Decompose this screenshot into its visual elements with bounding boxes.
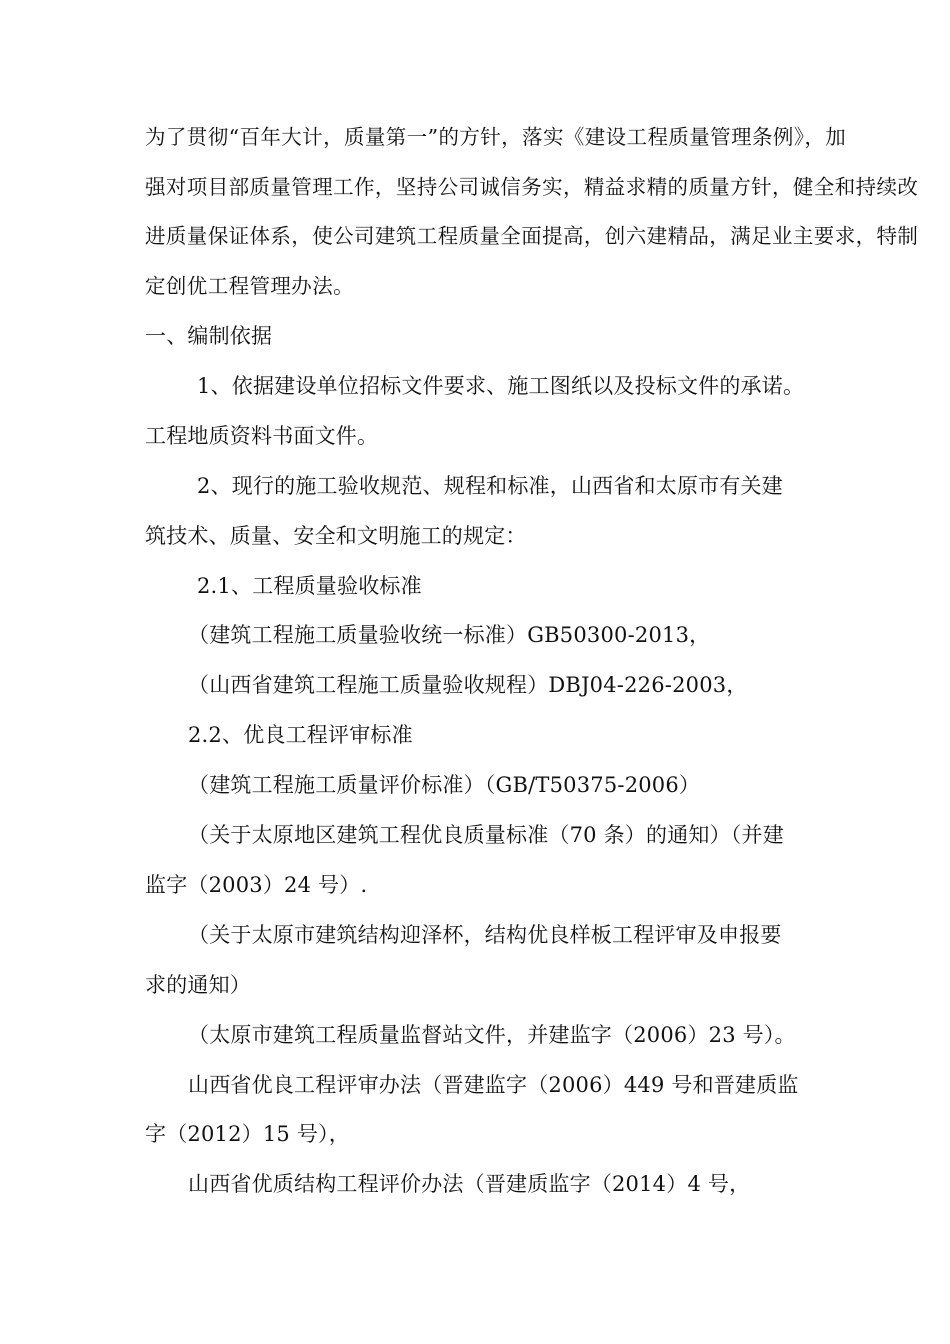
body-line-13: 求的通知）	[145, 973, 251, 997]
body-line-7: （山西省建筑工程施工质量验收规程）DBJ04-226-2003，	[188, 673, 748, 697]
body-line-1: 1、依据建设单位招标文件要求、施工图纸以及投标文件的承诺。	[197, 374, 805, 398]
body-line-9: （建筑工程施工质量评价标准）（GB/T50375-2006）	[188, 773, 701, 797]
body-line-11: 监字（2003）24 号）.	[145, 873, 368, 897]
body-line-16: 字（2012）15 号），	[145, 1122, 350, 1146]
body-line-6: （建筑工程施工质量验收统一标准）GB50300-2013，	[188, 623, 711, 647]
body-line-14: （太原市建筑工程质量监督站文件，并建监字（2006）23 号）。	[188, 1023, 796, 1047]
body-line-5: 2.1、工程质量验收标准	[197, 574, 422, 598]
intro-line-4: 定创优工程管理办法。	[145, 274, 354, 298]
body-line-15: 山西省优良工程评审办法（晋建监字（2006）449 号和晋建质监	[188, 1073, 799, 1097]
intro-line-1: 为了贯彻“百年大计，质量第一”的方针，落实《建设工程质量管理条例》，加	[145, 125, 847, 149]
body-line-8: 2.2、优良工程评审标准	[188, 723, 413, 747]
body-line-2: 工程地质资料书面文件。	[145, 424, 379, 448]
body-line-17: 山西省优质结构工程评价办法（晋建质监字（2014）4 号，	[188, 1172, 751, 1196]
section-heading: 一、编制依据	[145, 324, 273, 348]
body-line-3: 2、现行的施工验收规范、规程和标准，山西省和太原市有关建	[197, 474, 783, 498]
body-line-10: （关于太原地区建筑工程优良质量标准（70 条）的通知）（并建	[188, 823, 784, 847]
body-line-4: 筑技术、质量、安全和文明施工的规定：	[145, 524, 527, 548]
body-line-12: （关于太原市建筑结构迎泽杯，结构优良样板工程评审及申报要	[188, 923, 782, 947]
intro-line-3: 进质量保证体系，使公司建筑工程质量全面提高，创六建精品，满足业主要求，特制	[145, 224, 919, 248]
intro-line-2: 强对项目部质量管理工作，坚持公司诚信务实，精益求精的质量方针，健全和持续改	[145, 175, 919, 199]
